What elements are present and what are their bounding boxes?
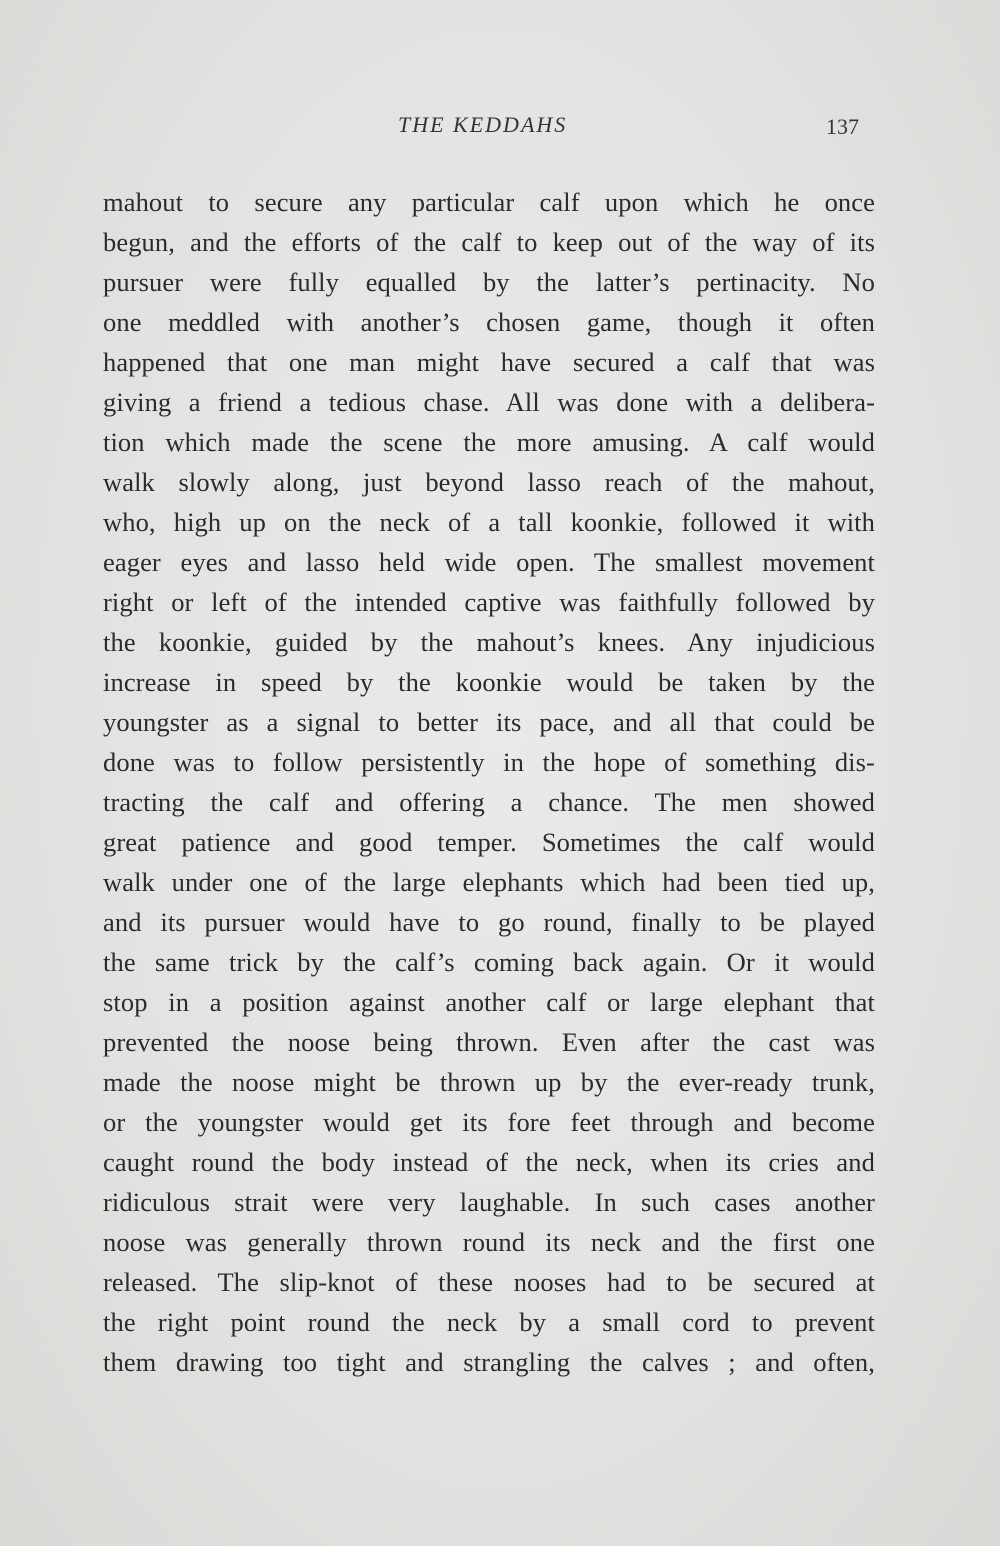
text-line: and its pursuer would have to go round, finally to be played [103,907,875,937]
text-line: walk slowly along, just beyond lasso reach of the mahout, [103,467,875,497]
text-line: mahout to secure any particular calf upon which he once [103,187,875,217]
text-line: pursuer were fully equalled by the latter’s pertinacity. No [103,267,875,297]
text-line: walk under one of the large elephants which had been tied up, [103,867,875,897]
text-line: prevented the noose being thrown. Even after the cast was [103,1027,875,1057]
text-line: youngster as a signal to better its pace, and all that could be [103,707,875,737]
running-title: THE KEDDAHS [398,112,568,137]
page-number: 137 [826,114,859,139]
running-head [0,112,1000,146]
text-line: or the youngster would get its fore feet through and become [103,1107,875,1137]
body-text [103,182,875,1382]
text-line: right or left of the intended captive was faithfully followed by [103,587,875,617]
text-line: eager eyes and lasso held wide open. The smallest movement [103,547,875,577]
text-line: great patience and good temper. Sometimes the calf would [103,827,875,857]
text-line: tracting the calf and offering a chance. The men showed [103,787,875,817]
text-line: the right point round the neck by a small cord to prevent [103,1307,875,1337]
text-line: them drawing too tight and strangling the calves ; and often, [103,1347,875,1377]
text-line: the same trick by the calf’s coming back again. Or it would [103,947,875,977]
text-line: happened that one man might have secured a calf that was [103,347,875,377]
text-line: giving a friend a tedious chase. All was done with a delibera- [103,387,875,417]
text-line: ridiculous strait were very laughable. In such cases another [103,1187,875,1217]
text-line: made the noose might be thrown up by the ever-ready trunk, [103,1067,875,1097]
text-line: noose was generally thrown round its neck and the first one [103,1227,875,1257]
text-line: increase in speed by the koonkie would be taken by the [103,667,875,697]
text-line: the koonkie, guided by the mahout’s knees. Any injudicious [103,627,875,657]
text-line: begun, and the efforts of the calf to keep out of the way of its [103,227,875,257]
text-line: released. The slip-knot of these nooses had to be secured at [103,1267,875,1297]
text-line: one meddled with another’s chosen game, though it often [103,307,875,337]
text-line: tion which made the scene the more amusing. A calf would [103,427,875,457]
text-line: stop in a position against another calf or large elephant that [103,987,875,1017]
text-line: done was to follow persistently in the hope of something dis- [103,747,875,777]
text-line: caught round the body instead of the neck, when its cries and [103,1147,875,1177]
text-line: who, high up on the neck of a tall koonkie, followed it with [103,507,875,537]
